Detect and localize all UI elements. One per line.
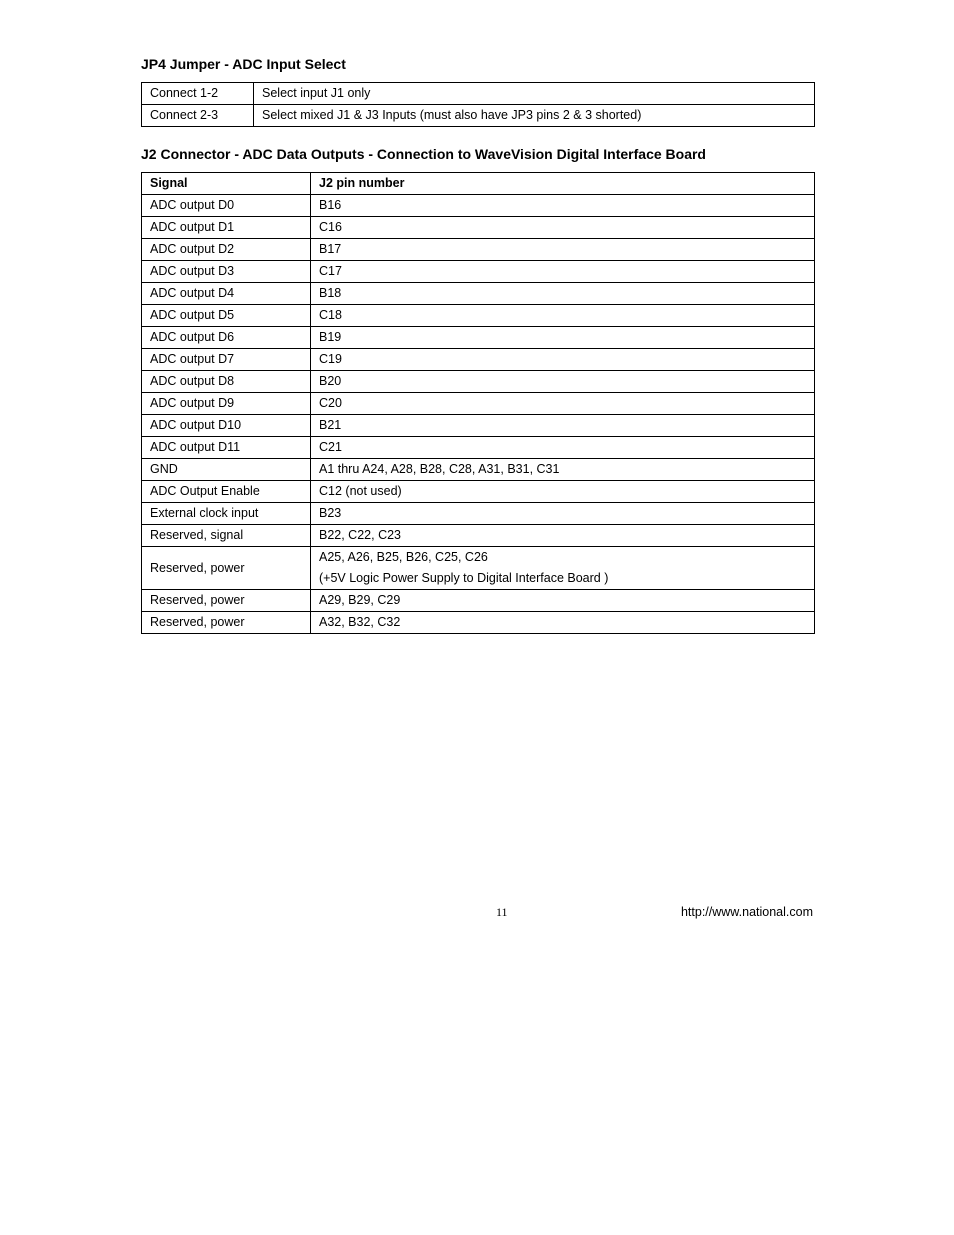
table-row	[142, 481, 815, 503]
pin-note: (+5V Logic Power Supply to Digital Interface Board )	[319, 571, 609, 585]
jp4-heading: JP4 Jumper - ADC Input Select	[141, 56, 346, 72]
table-row	[142, 590, 815, 612]
signal-cell: ADC output D8	[142, 371, 311, 393]
signal-cell: ADC Output Enable	[142, 481, 311, 503]
jp4-setting-cell: Connect 1-2	[142, 83, 254, 105]
table-row	[142, 503, 815, 525]
signal-cell: ADC output D2	[142, 239, 311, 261]
pin-cell: A32, B32, C32	[311, 612, 815, 634]
pin-cell: C18	[311, 305, 815, 327]
pin-cell: B16	[311, 195, 815, 217]
table-row	[142, 415, 815, 437]
header-row	[142, 173, 815, 195]
table-row	[142, 437, 815, 459]
signal-cell: GND	[142, 459, 311, 481]
signal-cell: Reserved, power	[142, 547, 311, 590]
pin-cell: B17	[311, 239, 815, 261]
table-row	[142, 261, 815, 283]
signal-cell: Reserved, signal	[142, 525, 311, 547]
signal-cell: ADC output D5	[142, 305, 311, 327]
pin-cell: C12 (not used)	[311, 481, 815, 503]
table-row	[142, 217, 815, 239]
pin-cell: A1 thru A24, A28, B28, C28, A31, B31, C31	[311, 459, 815, 481]
table-row	[142, 547, 815, 590]
column-header-signal: Signal	[142, 173, 311, 195]
signal-cell: Reserved, power	[142, 590, 311, 612]
j2-table	[141, 172, 815, 634]
pin-cell	[311, 547, 815, 590]
signal-cell: ADC output D1	[142, 217, 311, 239]
table-row	[142, 349, 815, 371]
jp4-table	[141, 82, 815, 127]
table-row	[142, 283, 815, 305]
j2-heading: J2 Connector - ADC Data Outputs - Connection to WaveVision Digital Interface Board	[141, 146, 706, 162]
pin-cell: C17	[311, 261, 815, 283]
pin-cell: C21	[311, 437, 815, 459]
footer-url: http://www.national.com	[680, 905, 813, 919]
pin-cell: B19	[311, 327, 815, 349]
pin-cell: B20	[311, 371, 815, 393]
signal-cell: ADC output D4	[142, 283, 311, 305]
pin-cell: A29, B29, C29	[311, 590, 815, 612]
table-row	[142, 393, 815, 415]
signal-cell: ADC output D0	[142, 195, 311, 217]
table-row	[142, 371, 815, 393]
table-row	[142, 525, 815, 547]
table-row	[142, 459, 815, 481]
signal-cell: ADC output D9	[142, 393, 311, 415]
table-row	[142, 239, 815, 261]
table-row	[142, 305, 815, 327]
j2-table-body	[142, 195, 815, 634]
jp4-setting-cell: Connect 2-3	[142, 105, 254, 127]
j2-table-header	[142, 173, 815, 195]
pin-cell: C19	[311, 349, 815, 371]
jp4-description-cell: Select input J1 only	[254, 83, 815, 105]
pin-cell: C20	[311, 393, 815, 415]
pin-cell: B23	[311, 503, 815, 525]
pin-cell: B22, C22, C23	[311, 525, 815, 547]
table-row	[142, 195, 815, 217]
pin-list: A25, A26, B25, B26, C25, C26	[319, 550, 488, 564]
signal-cell: ADC output D7	[142, 349, 311, 371]
table-row	[142, 105, 815, 127]
table-row	[142, 612, 815, 634]
jp4-table-body	[142, 83, 815, 127]
column-header-pin: J2 pin number	[311, 173, 815, 195]
table-row	[142, 327, 815, 349]
signal-cell: ADC output D6	[142, 327, 311, 349]
pin-cell: B18	[311, 283, 815, 305]
jp4-description-cell: Select mixed J1 & J3 Inputs (must also have JP3 pins 2 & 3 shorted)	[254, 105, 815, 127]
signal-cell: ADC output D3	[142, 261, 311, 283]
pin-cell: C16	[311, 217, 815, 239]
signal-cell: External clock input	[142, 503, 311, 525]
signal-cell: ADC output D11	[142, 437, 311, 459]
signal-cell: ADC output D10	[142, 415, 311, 437]
page-number: 11	[496, 905, 508, 919]
table-row	[142, 83, 815, 105]
pin-cell: B21	[311, 415, 815, 437]
signal-cell: Reserved, power	[142, 612, 311, 634]
